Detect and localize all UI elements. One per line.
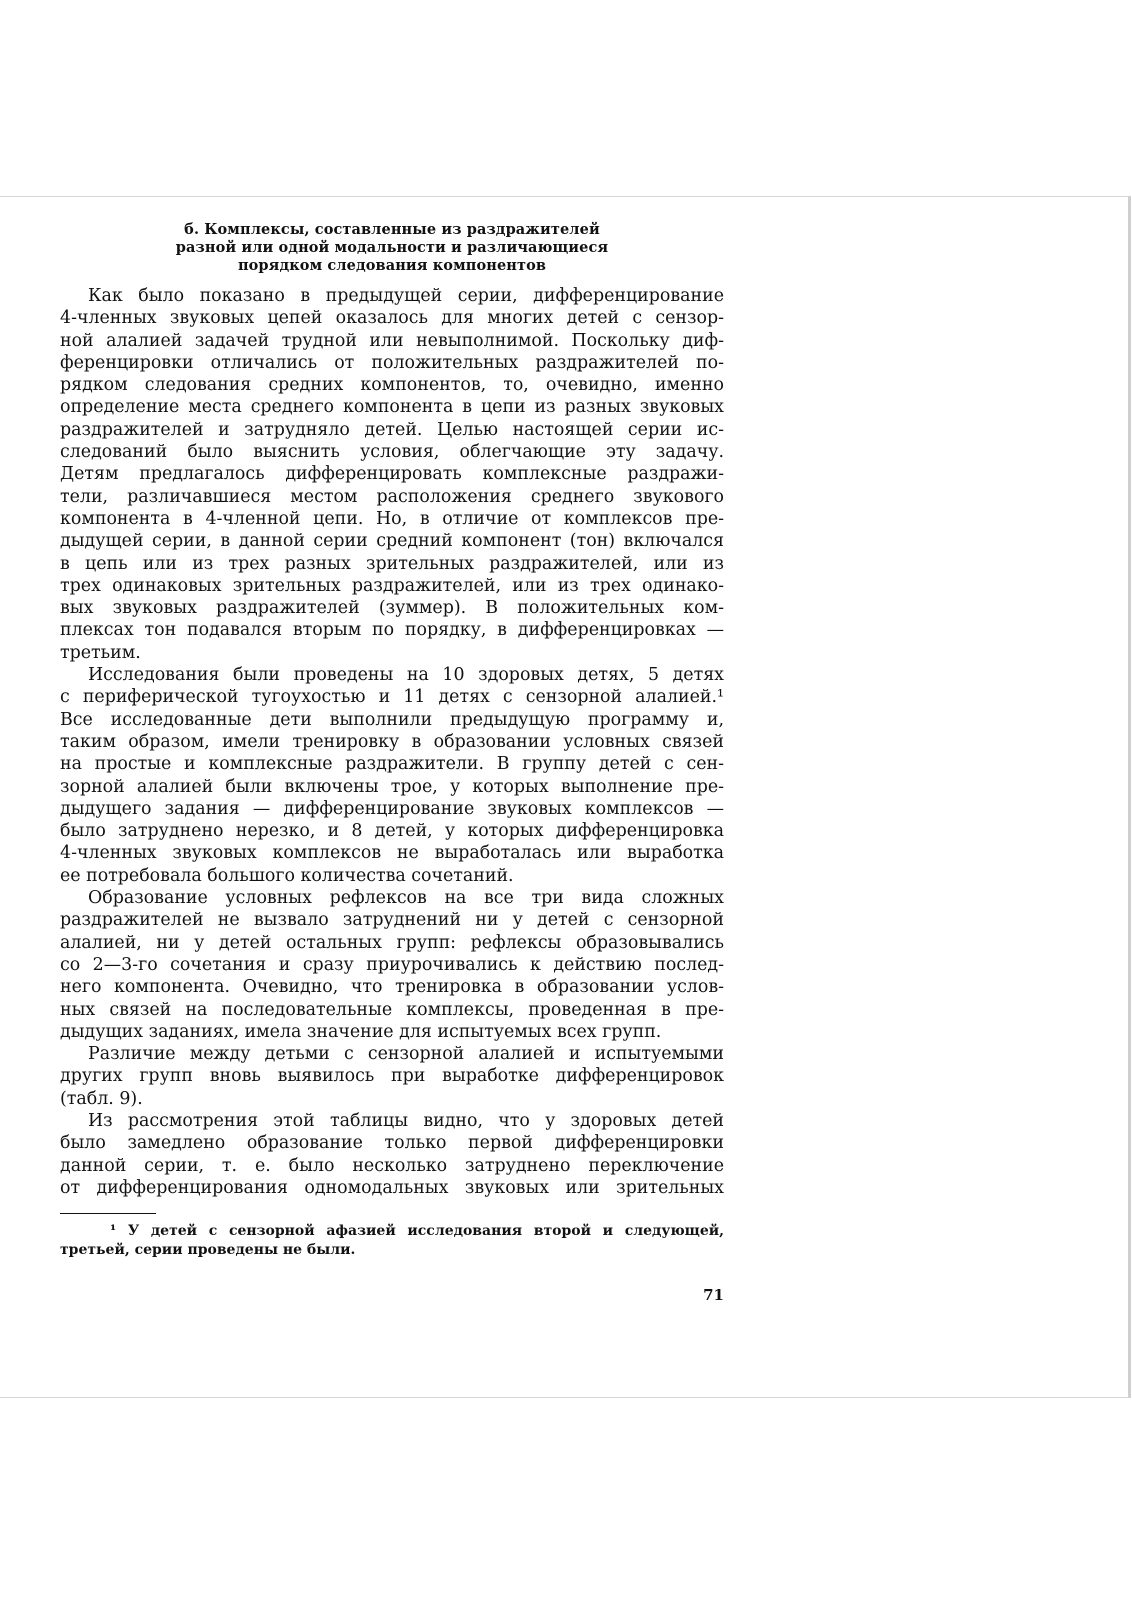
text-line: дыдущих заданиях, имела значение для испытуемых всех групп.: [60, 1021, 662, 1042]
text-line: от дифференцирования одномодальных звуковых или зрительных: [60, 1177, 724, 1198]
footnote-line: ¹ У детей с сензорной афазией исследования второй и следующей,: [110, 1223, 724, 1240]
footnote-line: третьей, серии проведены не были.: [60, 1242, 356, 1259]
text-line: вых звуковых раздражителей (зуммер). В положительных ком-: [60, 598, 724, 619]
page-number: 71: [703, 1286, 724, 1305]
text-line: ее потребовала большого количества сочетаний.: [60, 865, 514, 886]
text-line: трех одинаковых зрительных раздражителей, или из трех одинако-: [60, 575, 724, 596]
text-line: Детям предлагалось дифференцировать комплексные раздражи-: [60, 464, 724, 485]
text-line: 4-членных звуковых цепей оказалось для многих детей с сензор-: [60, 308, 724, 329]
text-line: Как было показано в предыдущей серии, дифференцирование: [88, 286, 724, 306]
text-line: в цепь или из трех разных зрительных раздражителей, или из: [60, 553, 724, 574]
paragraph: [60, 285, 724, 664]
text-line: Исследования были проведены на 10 здоровых детях, 5 детях: [88, 665, 724, 686]
text-line: было замедлено образование только первой дифференцировки: [60, 1133, 724, 1154]
text-line: Различие между детьми с сензорной алалией и испытуемыми: [88, 1044, 724, 1065]
section-heading: [60, 221, 724, 275]
text-line: Все исследованные дети выполнили предыдущую программу и,: [60, 709, 724, 730]
text-line: раздражителей не вызвало затруднений ни у детей с сензорной: [60, 910, 724, 931]
text-line: плексах тон подавался вторым по порядку, в дифференцировках —: [60, 620, 724, 641]
text-line: дыдущего задания — дифференцирование звуковых комплексов —: [60, 798, 724, 819]
text-line: с периферической тугоухостью и 11 детях с сензорной алалией.¹: [60, 687, 724, 708]
footnote-rule: [60, 1213, 156, 1214]
text-line: следований было выяснить условия, облегчающие эту задачу.: [60, 442, 724, 463]
text-line: 4-членных звуковых комплексов не выработалась или выработка: [60, 843, 724, 864]
text-line: было затруднено нерезко, и 8 детей, у которых дифференцировка: [60, 821, 724, 842]
text-line: со 2—3-го сочетания и сразу приурочивались к действию послед-: [60, 954, 724, 975]
heading-line: разной или одной модальности и различающиеся: [175, 239, 609, 256]
page-sheet: [0, 196, 1131, 1398]
text-line: других групп вновь выявилось при выработке дифференцировок: [60, 1066, 724, 1087]
text-line: ференцировки отличались от положительных раздражителей по-: [60, 352, 724, 373]
text-line: таким образом, имели тренировку в образовании условных связей: [60, 731, 724, 752]
text-line: на простые и комплексные раздражители. В группу детей с сен-: [60, 754, 724, 775]
text-line: тели, различавшиеся местом расположения среднего звукового: [60, 486, 724, 507]
text-line: определение места среднего компонента в цепи из разных звуковых: [60, 397, 724, 418]
book-page: [60, 221, 724, 1304]
text-line: него компонента. Очевидно, что тренировка в образовании услов-: [60, 977, 724, 998]
text-line: дыдущей серии, в данной серии средний компонент (тон) включался: [60, 531, 724, 552]
text-line: ной алалией задачей трудной или невыполнимой. Поскольку диф-: [60, 330, 724, 351]
footnote: [60, 1222, 724, 1260]
text-line: раздражителей и затрудняло детей. Целью настоящей серии ис-: [60, 419, 724, 440]
text-line: алалией, ни у детей остальных групп: рефлексы образовывались: [60, 932, 724, 953]
text-line: Образование условных рефлексов на все три вида сложных: [88, 888, 724, 909]
text-line: третьим.: [60, 642, 141, 663]
text-line: компонента в 4-членной цепи. Но, в отличие от комплексов пре-: [60, 508, 724, 529]
heading-line: б. Комплексы, составленные из раздражителей: [184, 221, 600, 238]
paragraph: [60, 887, 724, 1043]
paragraph: [60, 664, 724, 887]
text-line: Из рассмотрения этой таблицы видно, что у здоровых детей: [88, 1110, 724, 1131]
text-line: (табл. 9).: [60, 1088, 143, 1109]
paragraph: [60, 1110, 724, 1199]
heading-line: порядком следования компонентов: [237, 257, 547, 274]
paragraph: [60, 1043, 724, 1110]
text-line: ных связей на последовательные комплексы, проведенная в пре-: [60, 999, 724, 1020]
text-line: данной серии, т. е. было несколько затруднено переключение: [60, 1155, 724, 1176]
body-text: [60, 285, 724, 1199]
text-line: зорной алалией были включены трое, у которых выполнение пре-: [60, 776, 724, 797]
text-line: рядком следования средних компонентов, то, очевидно, именно: [60, 375, 724, 396]
